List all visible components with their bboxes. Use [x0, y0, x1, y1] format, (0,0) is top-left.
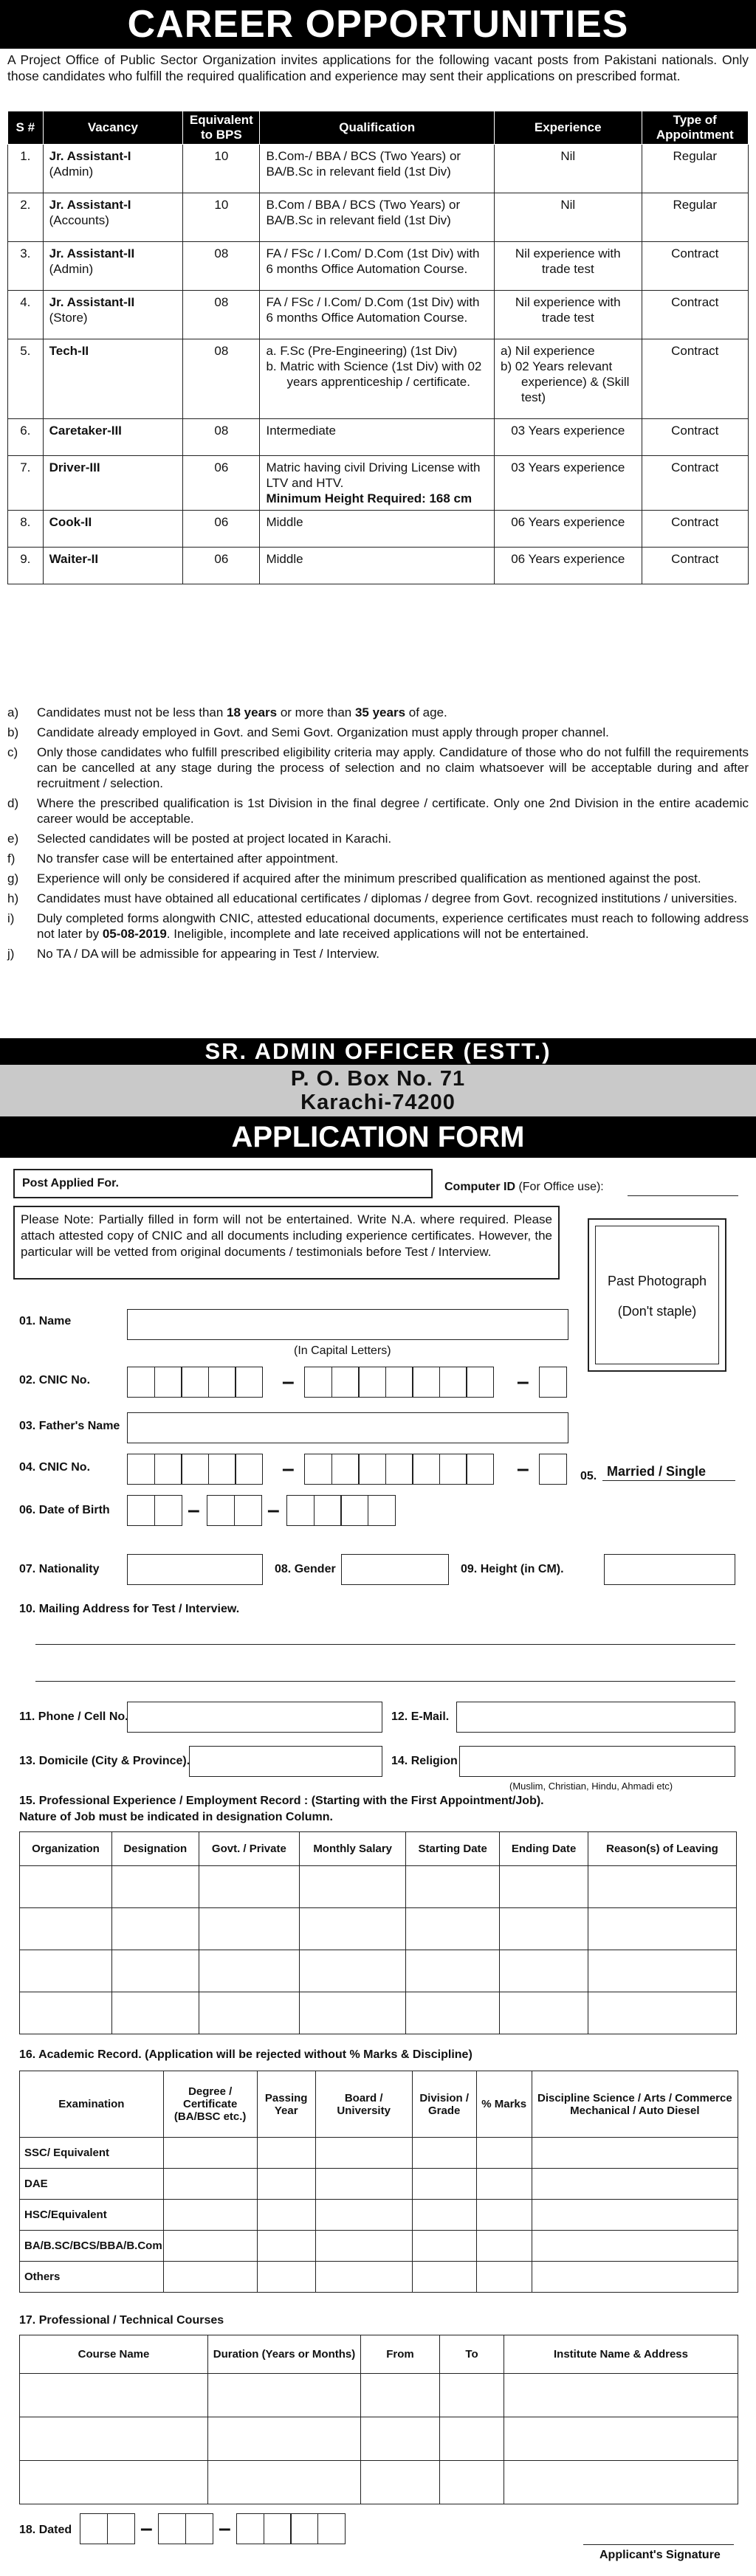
condition-key: g): [7, 871, 19, 885]
capital-letters-note: (In Capital Letters): [294, 1344, 391, 1357]
table-row: [8, 511, 749, 548]
condition-fragment: of age.: [405, 705, 447, 719]
city: Karachi-74200: [300, 1091, 456, 1114]
bps-cell: 08: [183, 419, 260, 456]
height-label: 09. Height (in CM).: [461, 1563, 564, 1575]
column-header: Duration (Years or Months): [208, 2335, 361, 2374]
intro-paragraph: A Project Office of Public Sector Organization invites applications for the following vacant posts from Pakistani nationals. Only those candidates who fulfill the required qualification and experience may sent their applications on prescribed format.: [7, 52, 749, 83]
vacancy-cell: [43, 456, 183, 511]
serial-cell: 8.: [8, 511, 44, 548]
appointment-type-cell: Regular: [642, 193, 748, 242]
email-label: 12. E-Mail.: [391, 1710, 450, 1723]
academic-row[interactable]: [20, 2138, 738, 2169]
vacancy-title: Waiter-II: [49, 552, 99, 566]
bps-cell: 06: [183, 511, 260, 548]
vacancy-title: Jr. Assistant-II: [49, 246, 135, 260]
cnic-separator: –: [517, 1370, 529, 1394]
experience-option: b) 02 Years relevant experience) & (Skill test): [500, 359, 630, 404]
table-row: [8, 242, 749, 291]
qualification-options: [266, 343, 488, 390]
condition-text: Where the prescribed qualification is 1st Division in the final degree / certificate. Only one 2nd Division in the entire academic career would be acceptable.: [37, 796, 749, 826]
column-header: Type of Appointment: [642, 111, 748, 145]
courses-header-row: [20, 2335, 738, 2374]
experience-subheading: Nature of Job must be indicated in designation Column.: [19, 1811, 333, 1823]
condition-item: [7, 745, 749, 791]
condition-key: b): [7, 725, 19, 739]
column-header: Course Name: [20, 2335, 208, 2374]
father-name-field[interactable]: [127, 1412, 568, 1443]
examination-cell: BA/B.SC/BCS/BBA/B.Com: [20, 2231, 164, 2262]
column-header: Passing Year: [257, 2071, 315, 2138]
qualification-cell: Middle: [260, 548, 495, 584]
condition-text: [37, 705, 749, 720]
vacancy-subtitle: (Admin): [49, 165, 94, 179]
vacancy-subtitle: (Accounts): [49, 213, 109, 227]
condition-text: [37, 911, 749, 942]
vacancy-subtitle: (Admin): [49, 262, 94, 276]
bps-cell: 08: [183, 242, 260, 291]
cnic-label: 02. CNIC No.: [19, 1374, 91, 1387]
condition-fragment: . Ineligible, incomplete and late received applications will not be entertained.: [166, 927, 589, 941]
table-row: [8, 193, 749, 242]
name-label: 01. Name: [19, 1315, 72, 1327]
religion-note: (Muslim, Christian, Hindu, Ahmadi etc): [509, 1781, 673, 1792]
mailing-address-line-2[interactable]: [35, 1681, 735, 1682]
qualification-cell: FA / FSc / I.Com/ D.Com (1st Div) with 6 months Office Automation Course.: [260, 291, 495, 339]
conditions-list: [7, 705, 749, 966]
experience-cell: Nil experience with trade test: [494, 291, 642, 339]
condition-item: [7, 871, 749, 886]
cnic-field-part3[interactable]: [539, 1367, 566, 1398]
experience-options: [501, 343, 636, 405]
computer-id-note: (For Office use):: [518, 1181, 604, 1193]
condition-text: Candidates must have obtained all educational certificates / diplomas / degree from Govt. recognized institutions / universities.: [37, 891, 738, 905]
condition-item: [7, 725, 749, 740]
max-age: 35 years: [354, 705, 406, 719]
column-header: Vacancy: [43, 111, 183, 145]
table-row: [8, 456, 749, 511]
religion-label: 14. Religion: [391, 1755, 458, 1767]
appointment-type-cell: Contract: [642, 456, 748, 511]
dated-year-field[interactable]: [236, 2513, 344, 2544]
experience-header-row: [20, 1832, 737, 1866]
gender-field[interactable]: [341, 1554, 449, 1585]
examination-cell: SSC/ Equivalent: [20, 2138, 164, 2169]
cnic-field-part2[interactable]: [304, 1367, 493, 1398]
academic-row[interactable]: [20, 2262, 738, 2293]
appointment-type-cell: Contract: [642, 339, 748, 419]
condition-key: a): [7, 705, 19, 719]
column-header: Organization: [20, 1832, 112, 1866]
vacancy-cell: [43, 419, 183, 456]
course-row[interactable]: [20, 2461, 738, 2504]
experience-table: [19, 1831, 737, 2034]
experience-heading: 15. Professional Experience / Employment Record : (Starting with the First Appointment/Job).: [19, 1795, 544, 1807]
dob-year-field[interactable]: [286, 1495, 394, 1526]
condition-key: e): [7, 832, 19, 846]
date-separator: –: [219, 2516, 231, 2541]
experience-cell: 03 Years experience: [494, 456, 642, 511]
experience-row[interactable]: [20, 1866, 737, 1908]
experience-cell: [494, 339, 642, 419]
father-cnic-part1[interactable]: [127, 1454, 262, 1485]
condition-key: f): [7, 852, 16, 866]
mailing-address-line-1[interactable]: [35, 1644, 735, 1645]
examination-cell: HSC/Equivalent: [20, 2200, 164, 2231]
column-header: Ending Date: [500, 1832, 588, 1866]
column-header: Institute Name & Address: [504, 2335, 738, 2374]
column-header: % Marks: [476, 2071, 532, 2138]
father-name-label: 03. Father's Name: [19, 1420, 120, 1432]
appointment-type-cell: Regular: [642, 145, 748, 193]
dated-day-field[interactable]: [80, 2513, 134, 2544]
condition-text: Selected candidates will be posted at project located in Karachi.: [37, 832, 392, 846]
experience-cell: Nil experience with trade test: [494, 242, 642, 291]
photograph-frame: [595, 1226, 719, 1364]
father-cnic-label: 04. CNIC No.: [19, 1461, 91, 1474]
serial-cell: 7.: [8, 456, 44, 511]
table-row: [8, 339, 749, 419]
marital-status-options[interactable]: Married / Single: [607, 1464, 707, 1479]
dated-label: 18. Dated: [19, 2524, 72, 2536]
bps-cell: 08: [183, 339, 260, 419]
computer-id-line[interactable]: [628, 1195, 738, 1196]
date-separator: –: [267, 1498, 280, 1522]
experience-cell: 06 Years experience: [494, 548, 642, 584]
condition-key: c): [7, 745, 18, 759]
vacancy-cell: [43, 291, 183, 339]
dated-month-field[interactable]: [158, 2513, 212, 2544]
examination-cell: Others: [20, 2262, 164, 2293]
cnic-field-part1[interactable]: [127, 1367, 262, 1398]
column-header: Board / University: [315, 2071, 412, 2138]
column-header: Equivalent to BPS: [183, 111, 260, 145]
academic-table: [19, 2071, 738, 2293]
vacancy-title: Jr. Assistant-I: [49, 149, 131, 163]
officer-title: SR. ADMIN OFFICER (ESTT.): [0, 1038, 756, 1065]
qualification-cell: Middle: [260, 511, 495, 548]
nationality-field[interactable]: [127, 1554, 263, 1585]
column-header: S #: [8, 111, 44, 145]
column-header: Govt. / Private: [199, 1832, 300, 1866]
serial-cell: 9.: [8, 548, 44, 584]
condition-text: No TA / DA will be admissible for appearing in Test / Interview.: [37, 947, 379, 961]
experience-cell: 03 Years experience: [494, 419, 642, 456]
experience-row[interactable]: [20, 1950, 737, 1992]
bps-cell: 06: [183, 548, 260, 584]
domicile-field[interactable]: [189, 1746, 382, 1777]
table-row: [8, 419, 749, 456]
appointment-type-cell: Contract: [642, 511, 748, 548]
email-field[interactable]: [456, 1702, 735, 1733]
experience-cell: Nil: [494, 193, 642, 242]
condition-item: [7, 705, 749, 720]
photograph-box[interactable]: [588, 1218, 726, 1372]
qualification-cell: B.Com / BBA / BCS (Two Years) or BA/B.Sc in relevant field (1st Div): [260, 193, 495, 242]
vacancy-title: Caretaker-III: [49, 424, 122, 438]
dob-month-field[interactable]: [207, 1495, 261, 1526]
condition-item: [7, 851, 749, 866]
serial-cell: 2.: [8, 193, 44, 242]
condition-key: h): [7, 891, 19, 905]
vacancy-title: Cook-II: [49, 515, 92, 529]
vacancy-subtitle: (Store): [49, 311, 88, 325]
photo-label: Past Photograph: [607, 1274, 707, 1288]
signature-line[interactable]: [583, 2544, 734, 2545]
column-header: Qualification: [260, 111, 495, 145]
column-header: Discipline Science / Arts / Commerce Mechanical / Auto Diesel: [532, 2071, 738, 2138]
condition-item: [7, 946, 749, 961]
appointment-type-cell: Contract: [642, 419, 748, 456]
qualification-cell: FA / FSc / I.Com/ D.Com (1st Div) with 6 months Office Automation Course.: [260, 242, 495, 291]
experience-row[interactable]: [20, 1908, 737, 1950]
bps-cell: 10: [183, 145, 260, 193]
bps-cell: 08: [183, 291, 260, 339]
vacancy-title: Tech-II: [49, 344, 89, 358]
vacancy-title: Jr. Assistant-II: [49, 295, 135, 309]
qualification-text: Matric having civil Driving License with LTV and HTV.: [266, 460, 481, 490]
experience-cell: 06 Years experience: [494, 511, 642, 548]
table-row: [8, 548, 749, 584]
mailing-address-label: 10. Mailing Address for Test / Interview.: [19, 1603, 240, 1615]
courses-table: [19, 2335, 738, 2504]
course-row[interactable]: [20, 2374, 738, 2417]
condition-key: i): [7, 911, 15, 925]
vacancy-title: Driver-III: [49, 460, 100, 474]
vacancy-table: [7, 111, 749, 584]
appointment-type-cell: Contract: [642, 548, 748, 584]
academic-row[interactable]: [20, 2169, 738, 2200]
column-header: Monthly Salary: [300, 1832, 406, 1866]
academic-header-row: [20, 2071, 738, 2138]
religion-field[interactable]: [459, 1746, 735, 1777]
photo-note: (Don't staple): [617, 1304, 697, 1319]
phone-field[interactable]: [127, 1702, 382, 1733]
phone-label: 11. Phone / Cell No.: [19, 1710, 128, 1723]
column-header: Starting Date: [406, 1832, 500, 1866]
condition-item: [7, 891, 749, 906]
column-header: From: [361, 2335, 440, 2374]
academic-row[interactable]: [20, 2200, 738, 2231]
academic-heading: 16. Academic Record. (Application will be rejected without % Marks & Discipline): [19, 2048, 472, 2061]
condition-key: d): [7, 796, 19, 810]
experience-row[interactable]: [20, 1992, 737, 2034]
computer-id-label: [444, 1181, 604, 1194]
father-cnic-part3[interactable]: [539, 1454, 566, 1485]
serial-cell: 6.: [8, 419, 44, 456]
vacancy-cell: [43, 548, 183, 584]
serial-cell: 3.: [8, 242, 44, 291]
column-header: Examination: [20, 2071, 164, 2138]
post-applied-label: Post Applied For.: [22, 1177, 119, 1189]
condition-item: [7, 795, 749, 826]
experience-cell: Nil: [494, 145, 642, 193]
domicile-label: 13. Domicile (City & Province).: [19, 1755, 190, 1767]
condition-fragment: Duly completed forms alongwith CNIC, attested educational documents, experience certificates must reach to following address not later by: [37, 911, 749, 941]
cnic-separator: –: [282, 1370, 295, 1394]
bps-cell: 10: [183, 193, 260, 242]
bps-cell: 06: [183, 456, 260, 511]
vacancy-title: Jr. Assistant-I: [49, 198, 131, 212]
marital-number: 05.: [580, 1470, 597, 1482]
form-title: APPLICATION FORM: [0, 1116, 756, 1158]
serial-cell: 5.: [8, 339, 44, 419]
experience-option: a) Nil experience: [500, 344, 595, 358]
po-box: P. O. Box No. 71: [290, 1067, 466, 1091]
cnic-separator: –: [517, 1457, 529, 1481]
signature-label: Applicant's Signature: [599, 2549, 721, 2561]
name-field[interactable]: [127, 1309, 568, 1340]
examination-cell: DAE: [20, 2169, 164, 2200]
cnic-separator: –: [282, 1457, 295, 1481]
vacancy-table-header: [8, 111, 749, 145]
instruction-note: Please Note: Partially filled in form will not be entertained. Write N.A. where required. Please attach attested copy of CNIC and all documents including experience certificates. However, the particular will be vetted from original documents / testimonials before Test / Interview.: [13, 1206, 560, 1280]
qualification-cell: B.Com-/ BBA / BCS (Two Years) or BA/B.Sc in relevant field (1st Div): [260, 145, 495, 193]
height-field[interactable]: [604, 1554, 735, 1585]
date-separator: –: [188, 1498, 200, 1522]
vacancy-cell: [43, 511, 183, 548]
condition-text: Candidate already employed in Govt. and Semi Govt. Organization must apply through proper channel.: [37, 725, 609, 739]
condition-item: [7, 911, 749, 942]
academic-row[interactable]: [20, 2231, 738, 2262]
column-header: To: [440, 2335, 504, 2374]
serial-cell: 4.: [8, 291, 44, 339]
deadline-date: 05-08-2019: [102, 927, 167, 941]
appointment-type-cell: Contract: [642, 242, 748, 291]
vacancy-cell: [43, 145, 183, 193]
postal-address: [0, 1065, 756, 1116]
computer-id-text: Computer ID: [444, 1181, 515, 1193]
dob-label: 06. Date of Birth: [19, 1504, 110, 1516]
page-title: CAREER OPPORTUNITIES: [0, 0, 756, 49]
condition-item: [7, 831, 749, 846]
vacancy-cell: [43, 339, 183, 419]
table-row: [8, 291, 749, 339]
serial-cell: 1.: [8, 145, 44, 193]
condition-fragment: or more than: [277, 705, 355, 719]
appointment-type-cell: Contract: [642, 291, 748, 339]
column-header: Reason(s) of Leaving: [588, 1832, 736, 1866]
column-header: Experience: [494, 111, 642, 145]
vacancy-cell: [43, 242, 183, 291]
vacancy-cell: [43, 193, 183, 242]
father-cnic-part2[interactable]: [304, 1454, 493, 1485]
column-header: Designation: [111, 1832, 199, 1866]
qualification-option: b. Matric with Science (1st Div) with 02 years apprenticeship / certificate.: [266, 359, 482, 389]
column-header: Degree / Certificate (BA/BSC etc.): [163, 2071, 257, 2138]
condition-text: Only those candidates who fulfill prescribed eligibility criteria may apply. Candidature of those who do not fulfill the requirements can be cancelled at any stage during the process of selection and no claim whatsoever will be acceptable during and after recruitment / selection.: [37, 745, 749, 790]
condition-text: Experience will only be considered if acquired after the minimum prescribed qualification as mentioned against the post.: [37, 871, 701, 885]
marital-line: [602, 1480, 735, 1481]
table-row: [8, 145, 749, 193]
date-separator: –: [140, 2516, 153, 2541]
courses-heading: 17. Professional / Technical Courses: [19, 2314, 224, 2327]
condition-fragment: Candidates must not be less than: [37, 705, 227, 719]
qualification-cell: Intermediate: [260, 419, 495, 456]
column-header: Division / Grade: [412, 2071, 476, 2138]
condition-text: No transfer case will be entertained after appointment.: [37, 852, 339, 866]
qualification-cell: [260, 456, 495, 511]
min-age: 18 years: [227, 705, 278, 719]
nationality-label: 07. Nationality: [19, 1563, 100, 1575]
qualification-cell: [260, 339, 495, 419]
post-applied-field[interactable]: [13, 1169, 433, 1198]
course-row[interactable]: [20, 2417, 738, 2461]
condition-key: j): [7, 947, 15, 961]
gender-label: 08. Gender: [275, 1563, 336, 1575]
qualification-option: a. F.Sc (Pre-Engineering) (1st Div): [266, 344, 458, 358]
height-requirement: Minimum Height Required: 168 cm: [266, 491, 472, 505]
dob-day-field[interactable]: [127, 1495, 181, 1526]
